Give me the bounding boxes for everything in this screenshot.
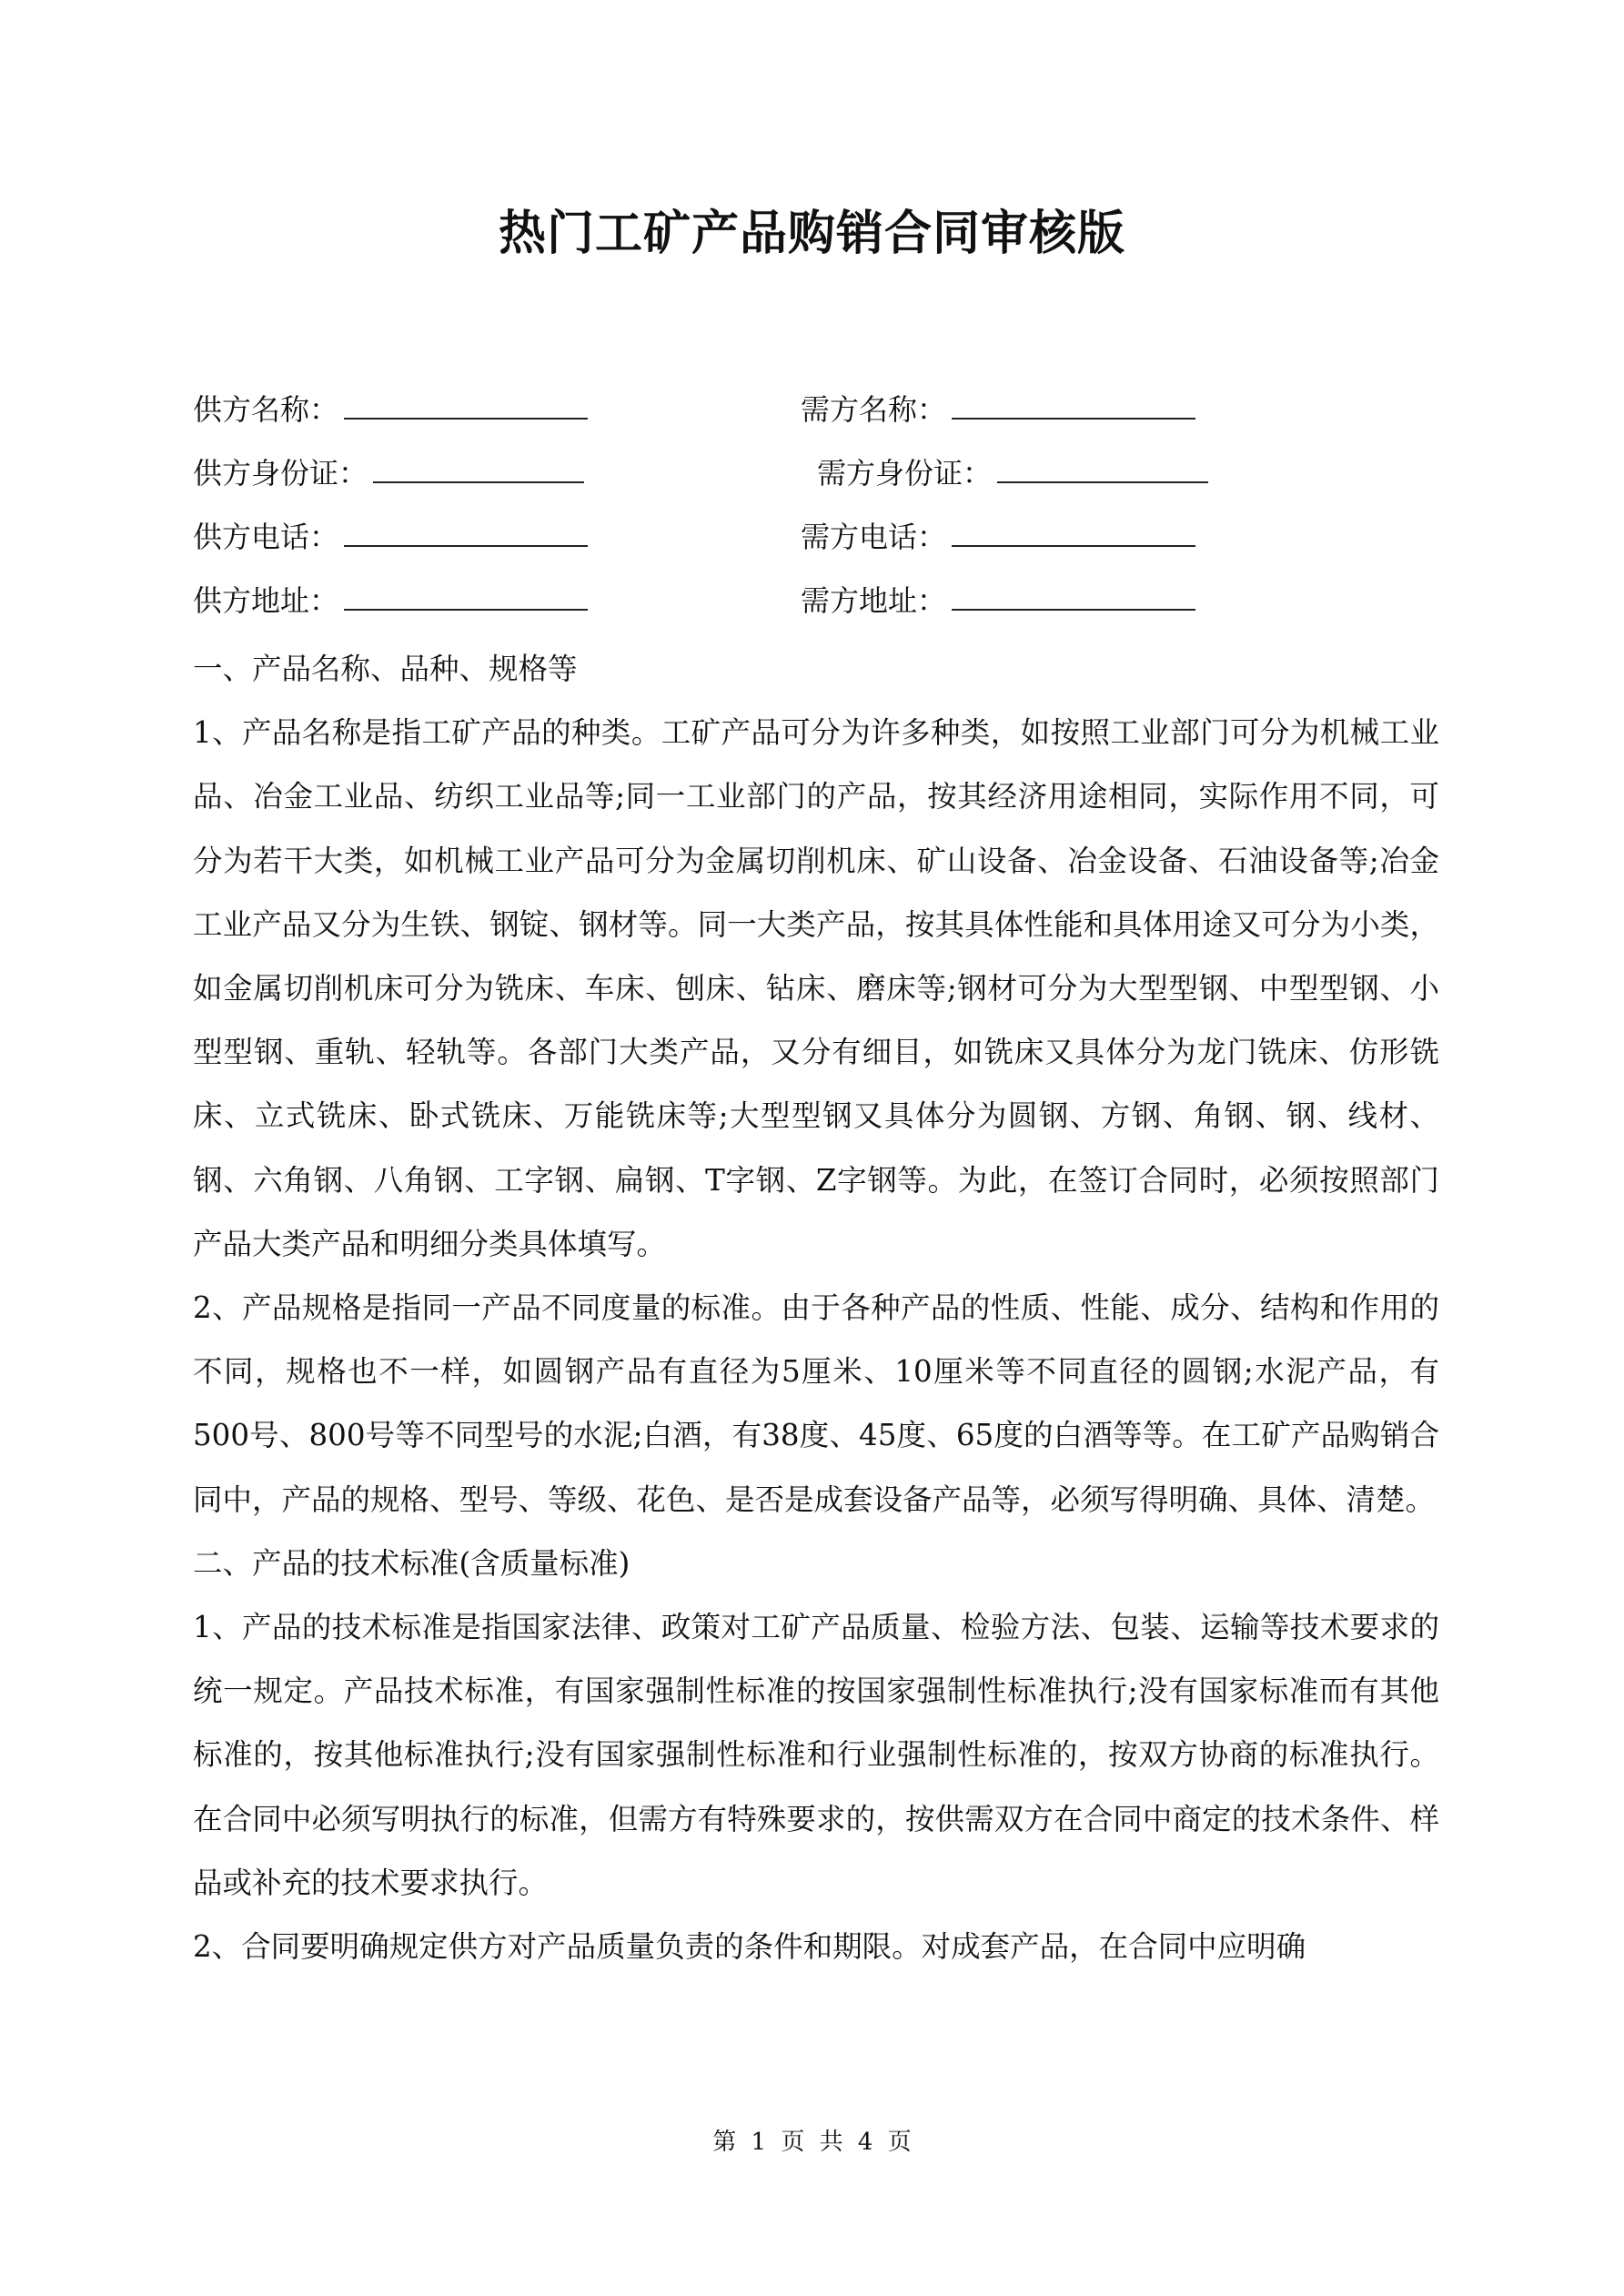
document-title: 热门工矿产品购销合同审核版 xyxy=(498,207,1125,261)
supplier-phone-field xyxy=(193,517,588,557)
supplier-address-field xyxy=(193,581,588,621)
page-number: 第 1 页 共 4 页 xyxy=(712,2129,912,2156)
supplier-name-field xyxy=(193,389,588,430)
buyer-phone-blank[interactable] xyxy=(952,518,1195,547)
buyer-address-blank[interactable] xyxy=(952,582,1195,611)
buyer-phone-label: 需方电话： xyxy=(801,520,947,554)
supplier-phone-label: 供方电话： xyxy=(193,520,339,554)
supplier-id-label: 供方身份证： xyxy=(193,456,368,491)
buyer-id-field xyxy=(817,453,1208,493)
section-heading-1: 一、产品名称、品种、规格等 xyxy=(193,652,578,686)
paragraph-product-name: 1、产品名称是指工矿产品的种类。工矿产品可分为许多种类，如按照工业部门可分为机械工业品、冶金工业品、纺织工业品等;同一工业部门的产品，按其经济用途相同，实际作用不同，可分为若干大类，如机械工业产品可分为金属切削机床、矿山设备、冶金设备、石油设备等;冶金工业产品又分为生铁、钢锭、钢材等。同一大类产品，按其具体性能和具体用途又可分为小类，如金属切削机床可分为铣床、车床、刨床、钻床、磨床等;钢材可分为大型型钢、中型型钢、小型型钢、重轨、轻轨等。各部门大类产品，又分有细目，如铣床又具体分为龙门铣床、仿形铣床、立式铣床、卧式铣床、万能铣床等;大型型钢又具体分为圆钢、方钢、角钢、钢、线材、钢、六角钢、八角钢、工字钢、扁钢、T字钢、Z字钢等。为此，在签订合同时，必须按照部门产品大类产品和明细分类具体填写。 xyxy=(193,715,1439,1261)
paragraph-quality-responsibility: 2、合同要明确规定供方对产品质量负责的条件和期限。对成套产品，在合同中应明确 xyxy=(193,1929,1306,1965)
supplier-name-label: 供方名称： xyxy=(193,392,339,427)
buyer-phone-field xyxy=(801,517,1195,557)
supplier-name-blank[interactable] xyxy=(344,390,588,420)
contract-body xyxy=(193,637,1439,1978)
supplier-address-blank[interactable] xyxy=(344,582,588,611)
supplier-id-blank[interactable] xyxy=(373,454,584,483)
buyer-name-blank[interactable] xyxy=(952,390,1195,420)
paragraph-product-spec: 2、产品规格是指同一产品不同度量的标准。由于各种产品的性质、性能、成分、结构和作用的不同，规格也不一样，如圆钢产品有直径为5厘米、10厘米等不同直径的圆钢;水泥产品，有500号、800号等不同型号的水泥;白酒，有38度、45度、65度的白酒等等。在工矿产品购销合同中，产品的规格、型号、等级、花色、是否是成套设备产品等，必须写得明确、具体、清楚。 xyxy=(193,1290,1439,1517)
buyer-name-field xyxy=(801,389,1195,430)
buyer-address-label: 需方地址： xyxy=(801,583,947,618)
buyer-id-label: 需方身份证： xyxy=(817,456,993,491)
buyer-name-label: 需方名称： xyxy=(801,392,947,427)
buyer-address-field xyxy=(801,581,1195,621)
supplier-id-field xyxy=(193,453,584,493)
paragraph-technical-standard: 1、产品的技术标准是指国家法律、政策对工矿产品质量、检验方法、包装、运输等技术要求的统一规定。产品技术标准，有国家强制性标准的按国家强制性标准执行;没有国家标准而有其他标准的，按其他标准执行;没有国家强制性标准和行业强制性标准的，按双方协商的标准执行。在合同中必须写明执行的标准，但需方有特殊要求的，按供需双方在合同中商定的技术条件、样品或补充的技术要求执行。 xyxy=(193,1610,1439,1900)
buyer-id-blank[interactable] xyxy=(997,454,1208,483)
supplier-phone-blank[interactable] xyxy=(344,518,588,547)
supplier-address-label: 供方地址： xyxy=(193,583,339,618)
section-heading-2: 二、产品的技术标准(含质量标准) xyxy=(193,1545,630,1581)
